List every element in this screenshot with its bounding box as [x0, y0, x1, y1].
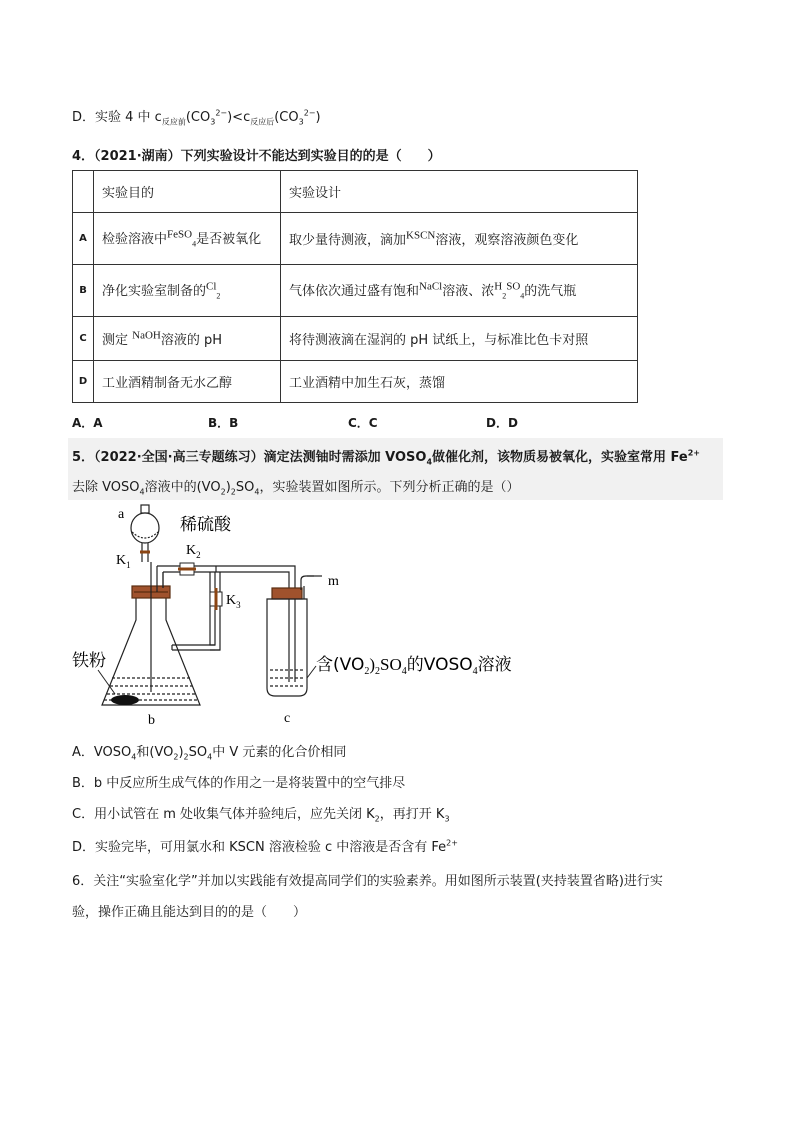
table-row: [73, 317, 638, 361]
table-row: [73, 213, 638, 265]
table-header-design: 实验设计: [281, 171, 638, 213]
row-design: 将待测液滴在湿润的 pH 试纸上，与标准比色卡对照: [281, 317, 638, 361]
option-c: C．C: [348, 416, 378, 430]
q3-option-d: D．实验 4 中 $c_{反应前}(CO_3^{2-})<c_{反应后}(CO_3^{2-})$: [72, 108, 321, 127]
table-row: [73, 361, 638, 403]
option-b: B．B: [208, 416, 239, 430]
label-k2: $K_2$: [186, 543, 201, 560]
q6-stem-line1: 6．关注“实验室化学”并加以实践能有效提高同学们的实验素养。用如图所示装置(夹持装置省略)进行实: [72, 874, 663, 889]
option-a: A．A: [72, 416, 103, 430]
row-goal: 净化实验室制备的$^{Cl}_2$: [94, 265, 281, 317]
row-goal: 工业酒精制备无水乙醇: [94, 361, 281, 403]
label-b: b: [148, 713, 155, 728]
q5-answer-a: A．$VOSO_4$和$(VO_2)_2SO_4$中 V 元素的化合价相同: [72, 745, 347, 762]
label-k1: $K_1$: [116, 553, 131, 570]
iron-powder: [111, 695, 139, 705]
label-m: m: [328, 574, 339, 589]
row-key: B: [73, 265, 94, 317]
apparatus-diagram: [60, 500, 540, 730]
row-key: A: [73, 213, 94, 265]
q5-stem-line2: 去除 $VOSO_4$溶液中的$(VO_2)_2SO_4$，实验装置如图所示。下列分析正确的是（）: [72, 480, 520, 497]
q4-stem: 4．（2021·湖南）下列实验设计不能达到实验目的的是（ ）: [72, 149, 441, 164]
row-design: 工业酒精中加生石灰，蒸馏: [281, 361, 638, 403]
label-c: c: [284, 711, 291, 726]
row-goal: 检验溶液中$^{FeSO}_4$是否被氧化: [94, 213, 281, 265]
wash-bottle-c: [267, 576, 314, 696]
option-d: D．D: [486, 416, 518, 430]
table-cell: [73, 171, 94, 213]
row-design: 气体依次通过盛有饱和$^{NaCl}$溶液、浓$^H_2^{SO}_4$的洗气瓶: [281, 265, 638, 317]
stopcock-k2: [178, 563, 196, 575]
row-goal: 测定 $^{NaOH}$溶液的 pH: [94, 317, 281, 361]
separatory-funnel-a: [131, 505, 159, 562]
label-solution: 含$(VO_2)_2SO_4$的$VOSO_4$溶液: [316, 655, 512, 677]
table-header-row: [73, 171, 638, 213]
q5-answer-d: D．实验完毕，可用氯水和 KSCN 溶液检验 c 中溶液是否含有 $Fe^{2+}$: [72, 838, 458, 855]
label-a: a: [118, 507, 125, 522]
connecting-tubes: [157, 566, 295, 650]
conical-flask-b: [102, 562, 200, 705]
row-design: 取少量待测液，滴加$^{KSCN}$溶液，观察溶液颜色变化: [281, 213, 638, 265]
q6-stem-line2: 验，操作正确且能达到目的的是（ ）: [72, 905, 307, 920]
q5-stem-line1: 5．（2022·全国·高三专题练习）滴定法测铀时需添加 $VOSO_4$做催化剂，该物质易被氧化，实验室常用 $Fe^{2+}$: [72, 448, 700, 467]
label-k3: $K_3$: [226, 593, 241, 610]
label-iron: 铁粉: [72, 651, 106, 671]
row-key: D: [73, 361, 94, 403]
q4-table: [72, 170, 638, 403]
table-header-goal: 实验目的: [94, 171, 281, 213]
q5-answer-c: C．用小试管在 m 处收集气体并验纯后，应先关闭 $K_2$，再打开 $K_3$: [72, 807, 450, 824]
label-acid: 稀硫酸: [180, 515, 231, 535]
table-row: [73, 265, 638, 317]
q5-answer-b: B．b 中反应所生成气体的作用之一是将装置中的空气排尽: [72, 776, 406, 791]
q5-stem-box: [68, 438, 723, 500]
row-key: C: [73, 317, 94, 361]
